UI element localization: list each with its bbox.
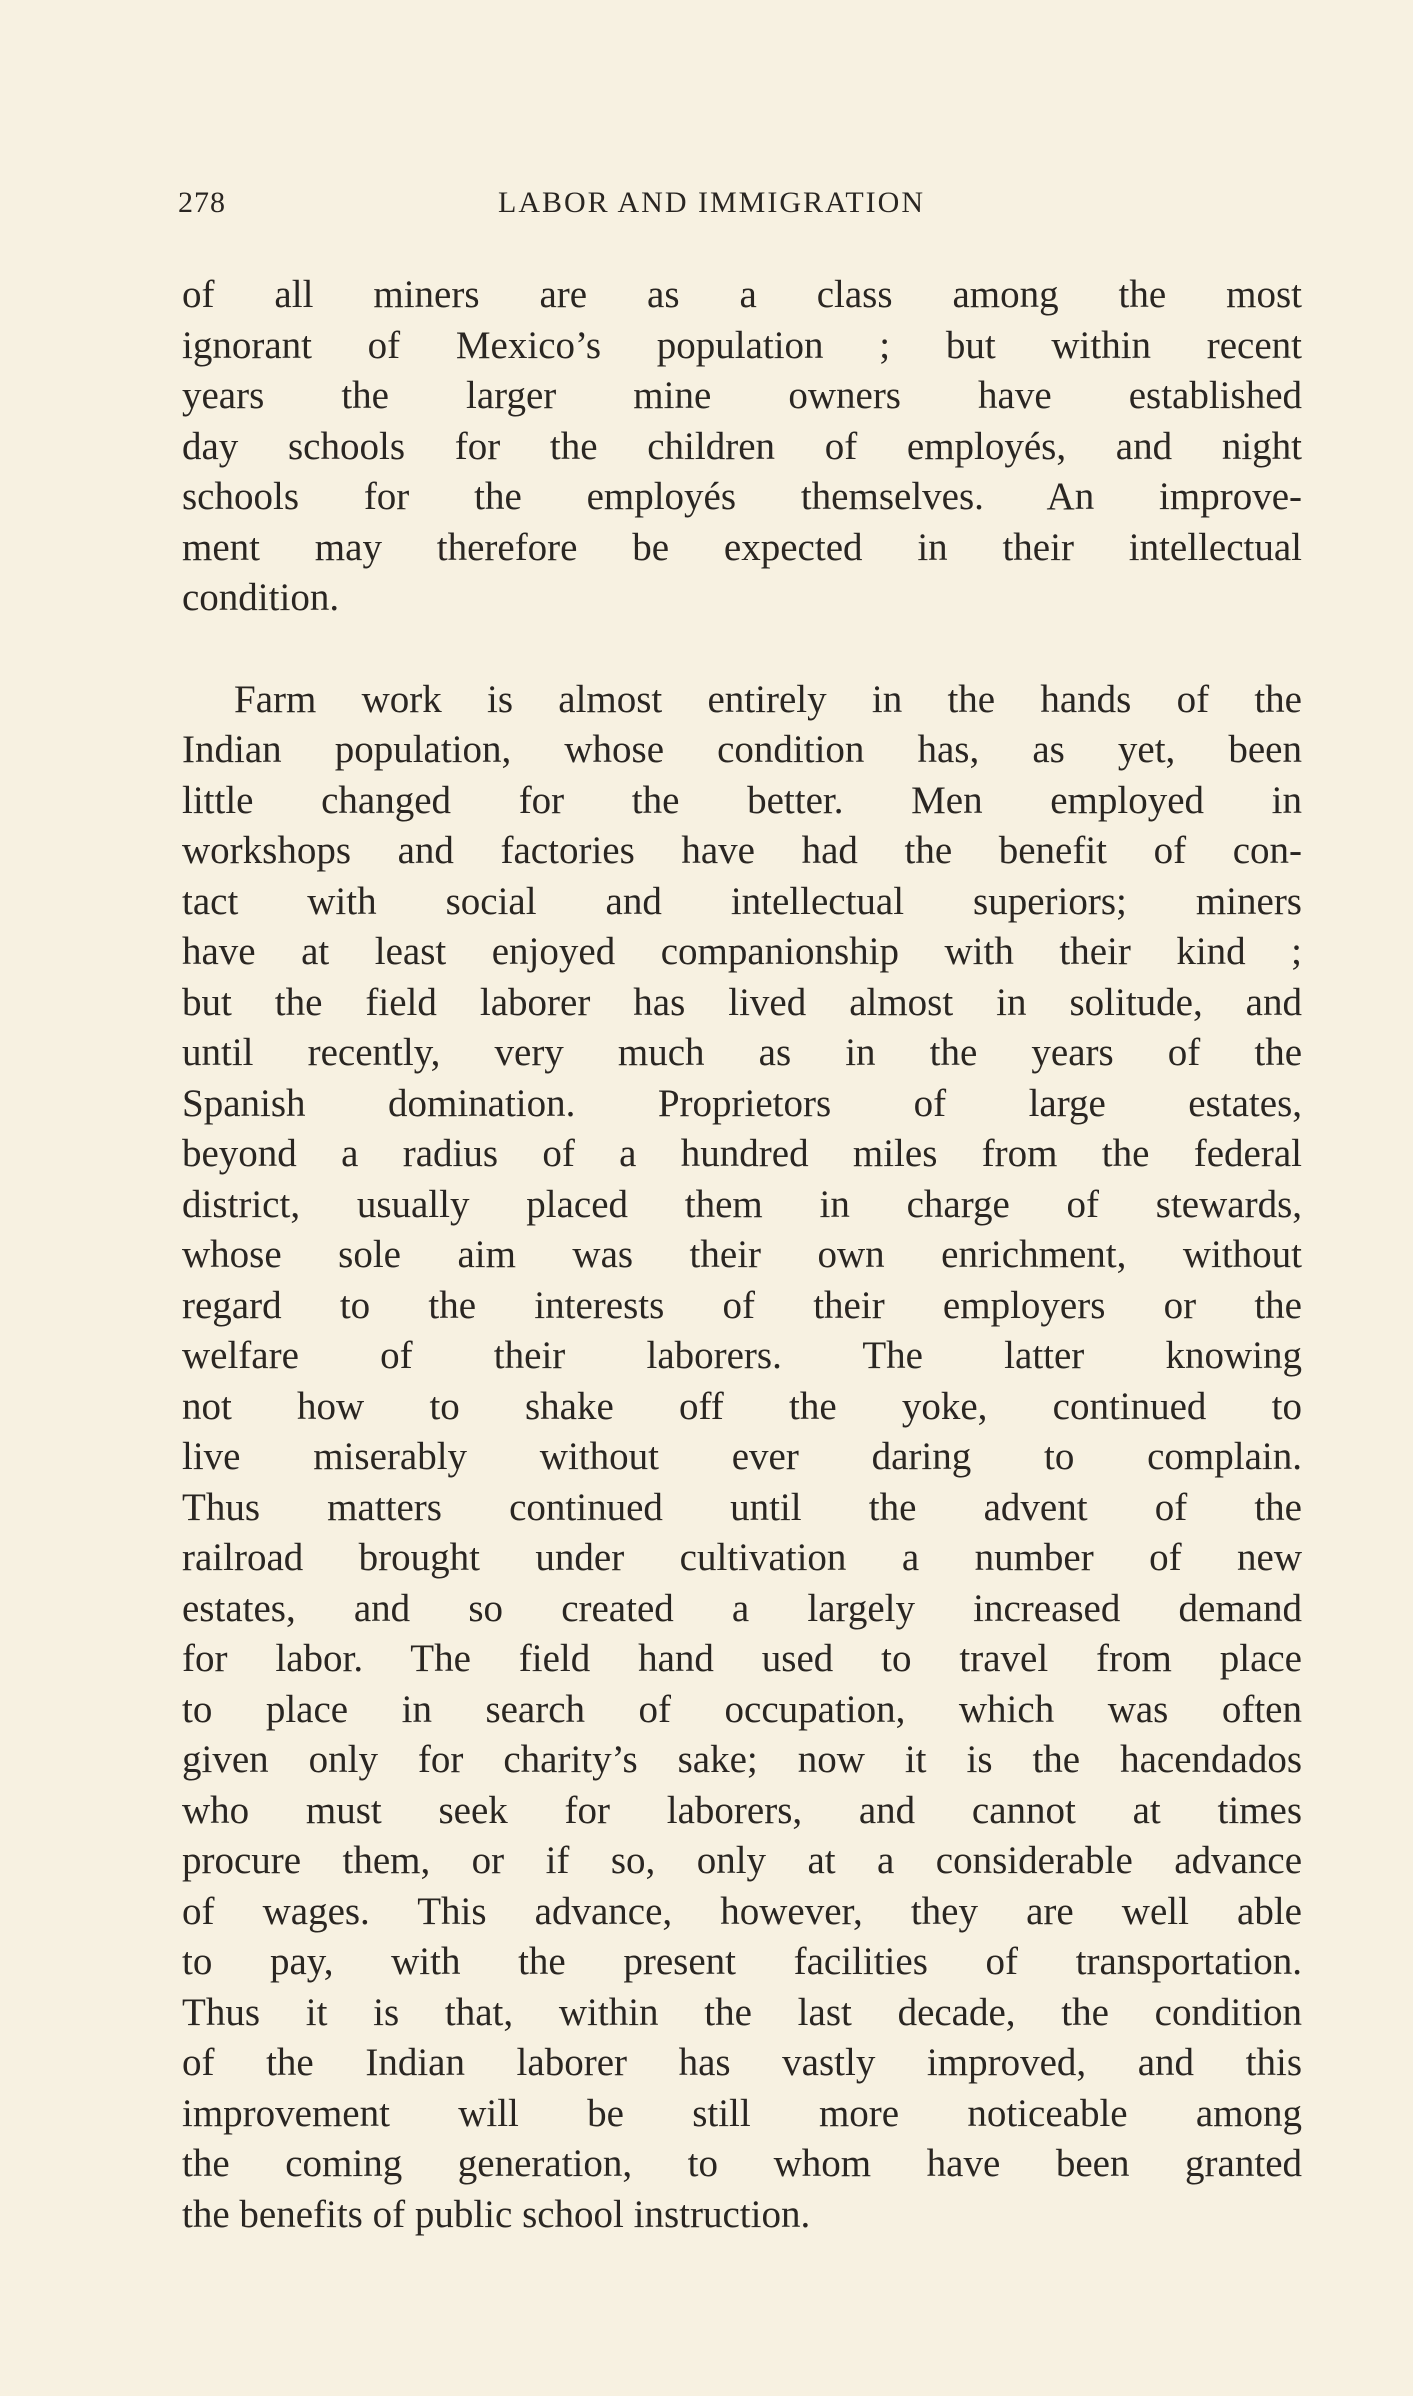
text-line: schools for the employés themselves. An improve-	[182, 475, 1302, 518]
text-line: Thus matters continued until the advent of the	[182, 1485, 1302, 1529]
paragraph-2	[182, 675, 1302, 2241]
text-line: condition.	[182, 576, 340, 619]
text-line: years the larger mine owners have established	[182, 374, 1302, 417]
text-line: for labor. The field hand used to travel from place	[182, 1637, 1302, 1680]
text-line: of the Indian laborer has vastly improved, and this	[182, 2041, 1302, 2084]
text-line: little changed for the better. Men employed in	[182, 778, 1302, 822]
text-line: have at least enjoyed companionship with their kind ;	[182, 930, 1302, 973]
text-line: procure them, or if so, only at a considerable advance	[182, 1839, 1302, 1882]
text-line: whose sole aim was their own enrichment, without	[182, 1233, 1302, 1276]
text-line: regard to the interests of their employers or the	[182, 1283, 1302, 1327]
text-line: workshops and factories have had the benefit of con-	[182, 829, 1302, 872]
text-line: not how to shake off the yoke, continued to	[182, 1384, 1302, 1428]
text-line: beyond a radius of a hundred miles from the federal	[182, 1132, 1302, 1175]
text-line: railroad brought under cultivation a number of new	[182, 1536, 1302, 1579]
text-line: of wages. This advance, however, they are well able	[182, 1889, 1302, 1933]
text-line: ignorant of Mexico’s population ; but within recent	[182, 323, 1302, 367]
text-line: improvement will be still more noticeable among	[182, 2091, 1302, 2135]
text-line: day schools for the children of employés, and night	[182, 424, 1302, 468]
text-line: Indian population, whose condition has, as yet, been	[182, 728, 1302, 771]
text-line: live miserably without ever daring to complain.	[182, 1435, 1302, 1478]
text-line: to place in search of occupation, which was often	[182, 1687, 1302, 1731]
text-line: given only for charity’s sake; now it is the hacendados	[182, 1738, 1302, 1781]
text-line: the coming generation, to whom have been granted	[182, 2142, 1302, 2185]
paragraph-gap	[182, 624, 1302, 675]
page-number: 278	[178, 186, 226, 219]
text-line: estates, and so created a largely increased demand	[182, 1586, 1302, 1630]
text-line: Farm work is almost entirely in the hands of the	[234, 677, 1302, 721]
text-line: Thus it is that, within the last decade, the condition	[182, 1990, 1302, 2034]
text-line: ment may therefore be expected in their intellectual	[182, 525, 1302, 569]
text-line: who must seek for laborers, and cannot at times	[182, 1788, 1302, 1832]
text-line: tact with social and intellectual superiors; miners	[182, 879, 1302, 923]
text-line: of all miners are as a class among the most	[182, 273, 1302, 316]
body-text	[182, 270, 1302, 2240]
text-line: Spanish domination. Proprietors of large estates,	[182, 1081, 1302, 1125]
text-line: until recently, very much as in the years of the	[182, 1031, 1302, 1074]
text-line: the benefits of public school instruction.	[182, 2192, 811, 2236]
paragraph-1	[182, 270, 1302, 624]
text-line: to pay, with the present facilities of transportation.	[182, 1940, 1302, 1983]
text-line: but the field laborer has lived almost in solitude, and	[182, 980, 1302, 1024]
page-header	[178, 186, 1178, 236]
text-line: district, usually placed them in charge of stewards,	[182, 1182, 1302, 1226]
running-head: LABOR AND IMMIGRATION	[498, 186, 926, 219]
text-line: welfare of their laborers. The latter knowing	[182, 1334, 1302, 1377]
